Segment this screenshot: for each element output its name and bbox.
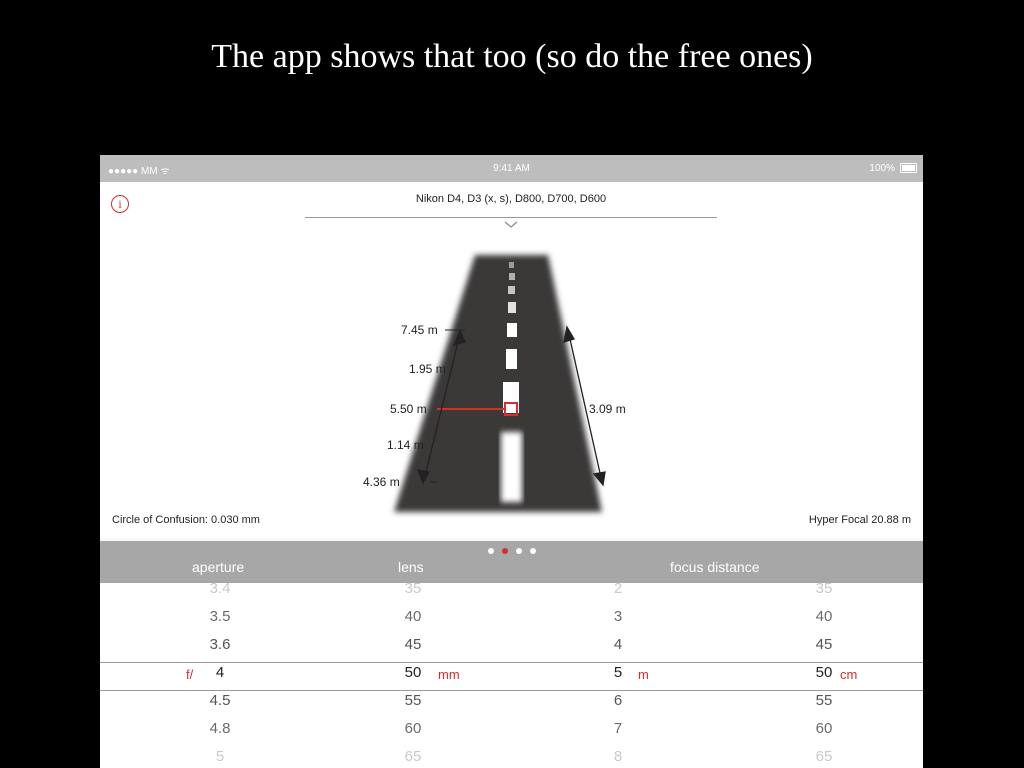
battery-icon — [900, 163, 917, 173]
picker-value[interactable]: 3 — [613, 608, 623, 625]
page-dot[interactable] — [530, 548, 536, 554]
picker-value[interactable]: 45 — [815, 636, 833, 653]
picker-value-selected[interactable]: 50 — [404, 664, 422, 681]
depth-behind-label: 1.95 m — [409, 362, 446, 376]
picker-value[interactable]: 3.4 — [209, 580, 231, 597]
focus-distance-column-label: focus distance — [670, 559, 760, 575]
picker-value[interactable]: 65 — [404, 748, 422, 765]
picker-value[interactable]: 60 — [815, 720, 833, 737]
picker-value[interactable]: 6 — [613, 692, 623, 709]
aperture-column-label: aperture — [192, 559, 245, 575]
focus-centimeters-unit: cm — [840, 667, 858, 682]
status-bar — [100, 155, 923, 182]
page-dot[interactable] — [516, 548, 522, 554]
app-screen — [100, 155, 923, 768]
picker-value-selected[interactable]: 50 — [815, 664, 833, 681]
total-depth-label: 3.09 m — [589, 402, 626, 416]
picker-value[interactable]: 4.5 — [209, 692, 231, 709]
slide-title: The app shows that too (so do the free ones) — [211, 38, 813, 75]
picker-value-selected[interactable]: 5 — [613, 664, 623, 681]
circle-of-confusion-text: Circle of Confusion: 0.030 mm — [112, 514, 260, 526]
picker-value[interactable]: 65 — [815, 748, 833, 765]
picker-value[interactable]: 60 — [404, 720, 422, 737]
battery-percent: 100% — [869, 163, 895, 174]
depth-of-field-diagram — [100, 182, 923, 542]
lens-unit: mm — [438, 667, 460, 682]
picker-value[interactable]: 4.8 — [209, 720, 231, 737]
picker-value[interactable]: 5 — [215, 748, 225, 765]
page-indicator — [488, 548, 536, 556]
page-dot[interactable] — [488, 548, 494, 554]
depth-front-label: 1.14 m — [387, 438, 424, 452]
near-limit-label: 4.36 m — [363, 475, 400, 489]
focus-distance-label: 5.50 m — [390, 402, 427, 416]
info-icon[interactable]: i — [111, 195, 129, 213]
hyper-focal-text: Hyper Focal 20.88 m — [808, 514, 911, 526]
picker-value[interactable]: 45 — [404, 636, 422, 653]
picker-value[interactable]: 35 — [404, 580, 422, 597]
picker-value[interactable]: 7 — [613, 720, 623, 737]
picker-value[interactable]: 40 — [815, 608, 833, 625]
picker-value-selected[interactable]: 4 — [215, 664, 225, 681]
picker-value[interactable]: 35 — [815, 580, 833, 597]
picker-value[interactable]: 3.6 — [209, 636, 231, 653]
focus-meters-unit: m — [638, 667, 649, 682]
aperture-prefix: f/ — [186, 667, 194, 682]
picker-value[interactable]: 4 — [613, 636, 623, 653]
value-picker — [100, 580, 923, 768]
picker-value[interactable]: 3.5 — [209, 608, 231, 625]
picker-value[interactable]: 2 — [613, 580, 623, 597]
far-limit-label: 7.45 m — [401, 323, 438, 337]
carrier-signal: ●●●●● MM ᯤ — [108, 166, 170, 177]
picker-value[interactable]: 55 — [815, 692, 833, 709]
lens-column-label: lens — [398, 559, 424, 575]
picker-header — [100, 541, 923, 583]
clock: 9:41 AM — [493, 163, 530, 174]
camera-model-label: Nikon D4, D3 (x, s), D800, D700, D600 — [415, 193, 607, 205]
picker-value[interactable]: 40 — [404, 608, 422, 625]
picker-value[interactable]: 55 — [404, 692, 422, 709]
page-dot-active[interactable] — [502, 548, 508, 554]
picker-value[interactable]: 8 — [613, 748, 623, 765]
